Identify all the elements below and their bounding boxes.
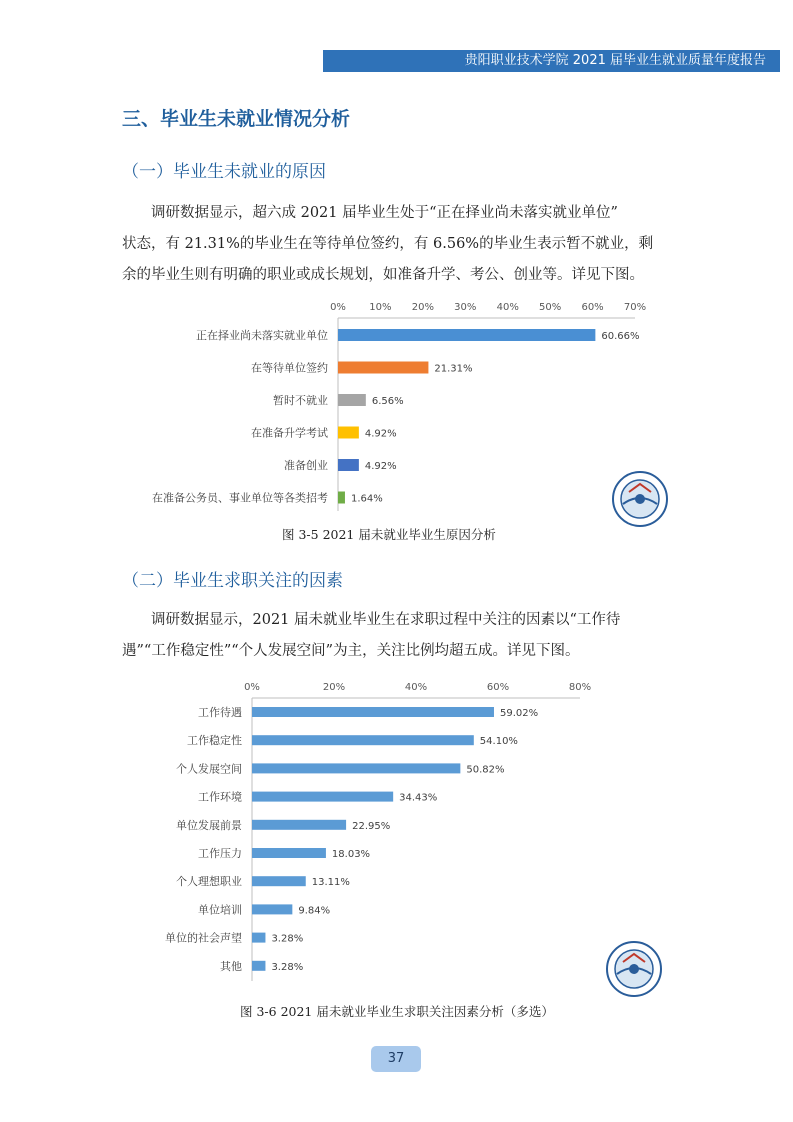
paragraph-factors <box>122 605 682 667</box>
chart-svg <box>100 676 700 981</box>
data-label: 9.84% <box>298 905 331 917</box>
data-label: 60.66% <box>601 331 640 342</box>
x-tick-label: 0% <box>330 302 346 313</box>
x-tick-label: 40% <box>496 302 519 313</box>
school-logo-icon <box>611 470 669 532</box>
x-tick-label: 60% <box>581 302 604 313</box>
school-logo-icon <box>605 940 663 1002</box>
category-label: 个人发展空间 <box>176 762 242 776</box>
category-label: 单位发展前景 <box>176 818 242 832</box>
data-label: 13.11% <box>311 877 350 889</box>
report-header-bar <box>323 50 780 72</box>
chart-svg <box>100 296 700 511</box>
data-label: 3.28% <box>271 933 304 945</box>
data-label: 59.02% <box>499 708 539 719</box>
page-number: 37 <box>371 1046 421 1072</box>
paragraph-line: 余的毕业生则有明确的职业或成长规划，如准备升学、考公、创业等。详见下图。 <box>122 267 644 283</box>
data-label: 3.28% <box>271 961 304 973</box>
x-tick-label: 40% <box>404 682 428 693</box>
subsection-title-factors: （二）毕业生求职关注的因素 <box>122 571 343 591</box>
x-tick-label: 0% <box>244 682 260 693</box>
data-label: 50.82% <box>466 764 505 776</box>
data-label: 22.95% <box>352 820 391 832</box>
chart-unemployment-reasons <box>100 296 700 511</box>
bar <box>252 735 474 745</box>
bar <box>252 904 292 914</box>
section-title: 三、毕业生未就业情况分析 <box>122 108 351 130</box>
category-label: 暂时不就业 <box>273 394 328 407</box>
data-label: 4.92% <box>364 461 397 472</box>
data-label: 21.31% <box>434 363 473 375</box>
data-label: 1.64% <box>350 493 383 505</box>
bar <box>252 763 460 773</box>
bar <box>252 820 346 830</box>
category-label: 单位的社会声望 <box>165 931 242 945</box>
data-label: 4.92% <box>364 428 397 440</box>
category-label: 工作稳定性 <box>187 734 242 748</box>
x-tick-label: 70% <box>623 302 647 313</box>
figure-caption-3-5: 图 3-5 2021 届未就业毕业生原因分析 <box>282 527 496 542</box>
x-tick-label: 30% <box>454 302 477 313</box>
x-tick-label: 10% <box>369 302 392 313</box>
x-tick-label: 80% <box>568 682 592 693</box>
x-tick-label: 60% <box>486 682 510 693</box>
bar <box>338 362 428 374</box>
bar <box>252 792 393 802</box>
category-label: 在准备升学考试 <box>251 426 328 440</box>
bar <box>338 394 366 406</box>
category-label: 工作环境 <box>198 790 242 804</box>
paragraph-line: 遇”“工作稳定性”“个人发展空间”为主，关注比例均超五成。详见下图。 <box>122 643 580 659</box>
paragraph-line: 调研数据显示，超六成 2021 届毕业生处于“正在择业尚未落实就业单位” <box>151 205 618 221</box>
category-label: 准备创业 <box>284 459 328 472</box>
chart-job-factors <box>100 676 700 981</box>
bar <box>338 492 345 504</box>
report-header-title: 贵阳职业技术学院 2021 届毕业生就业质量年度报告 <box>464 53 766 68</box>
figure-caption-3-6: 图 3-6 2021 届未就业毕业生求职关注因素分析（多选） <box>240 1004 554 1019</box>
bar <box>252 848 326 858</box>
category-label: 工作压力 <box>198 847 242 860</box>
category-label: 单位培训 <box>198 903 242 917</box>
x-tick-label: 20% <box>411 302 434 313</box>
bar <box>338 459 359 471</box>
category-label: 在等待单位签约 <box>251 361 328 375</box>
paragraph-line: 调研数据显示，2021 届未就业毕业生在求职过程中关注的因素以“工作待 <box>151 612 621 628</box>
data-label: 34.43% <box>399 792 438 804</box>
category-label: 工作待遇 <box>198 706 242 719</box>
data-label: 54.10% <box>479 736 518 748</box>
bar <box>252 933 265 943</box>
bar <box>338 329 595 341</box>
bar <box>252 961 265 971</box>
bar <box>252 876 306 886</box>
subsection-title-reasons: （一）毕业生未就业的原因 <box>122 162 326 182</box>
data-label: 18.03% <box>331 849 371 860</box>
paragraph-reasons <box>122 198 682 291</box>
category-label: 个人理想职业 <box>176 875 242 889</box>
paragraph-line: 状态，有 21.31%的毕业生在等待单位签约，有 6.56%的毕业生表示暂不就业，剩 <box>122 236 654 252</box>
category-label: 在准备公务员、事业单位等各类招考 <box>152 491 328 505</box>
data-label: 6.56% <box>371 396 404 407</box>
x-tick-label: 50% <box>539 302 562 313</box>
bar <box>338 427 359 439</box>
category-label: 正在择业尚未落实就业单位 <box>196 329 328 342</box>
bar <box>252 707 494 717</box>
category-label: 其他 <box>220 959 242 973</box>
x-tick-label: 20% <box>322 682 346 693</box>
